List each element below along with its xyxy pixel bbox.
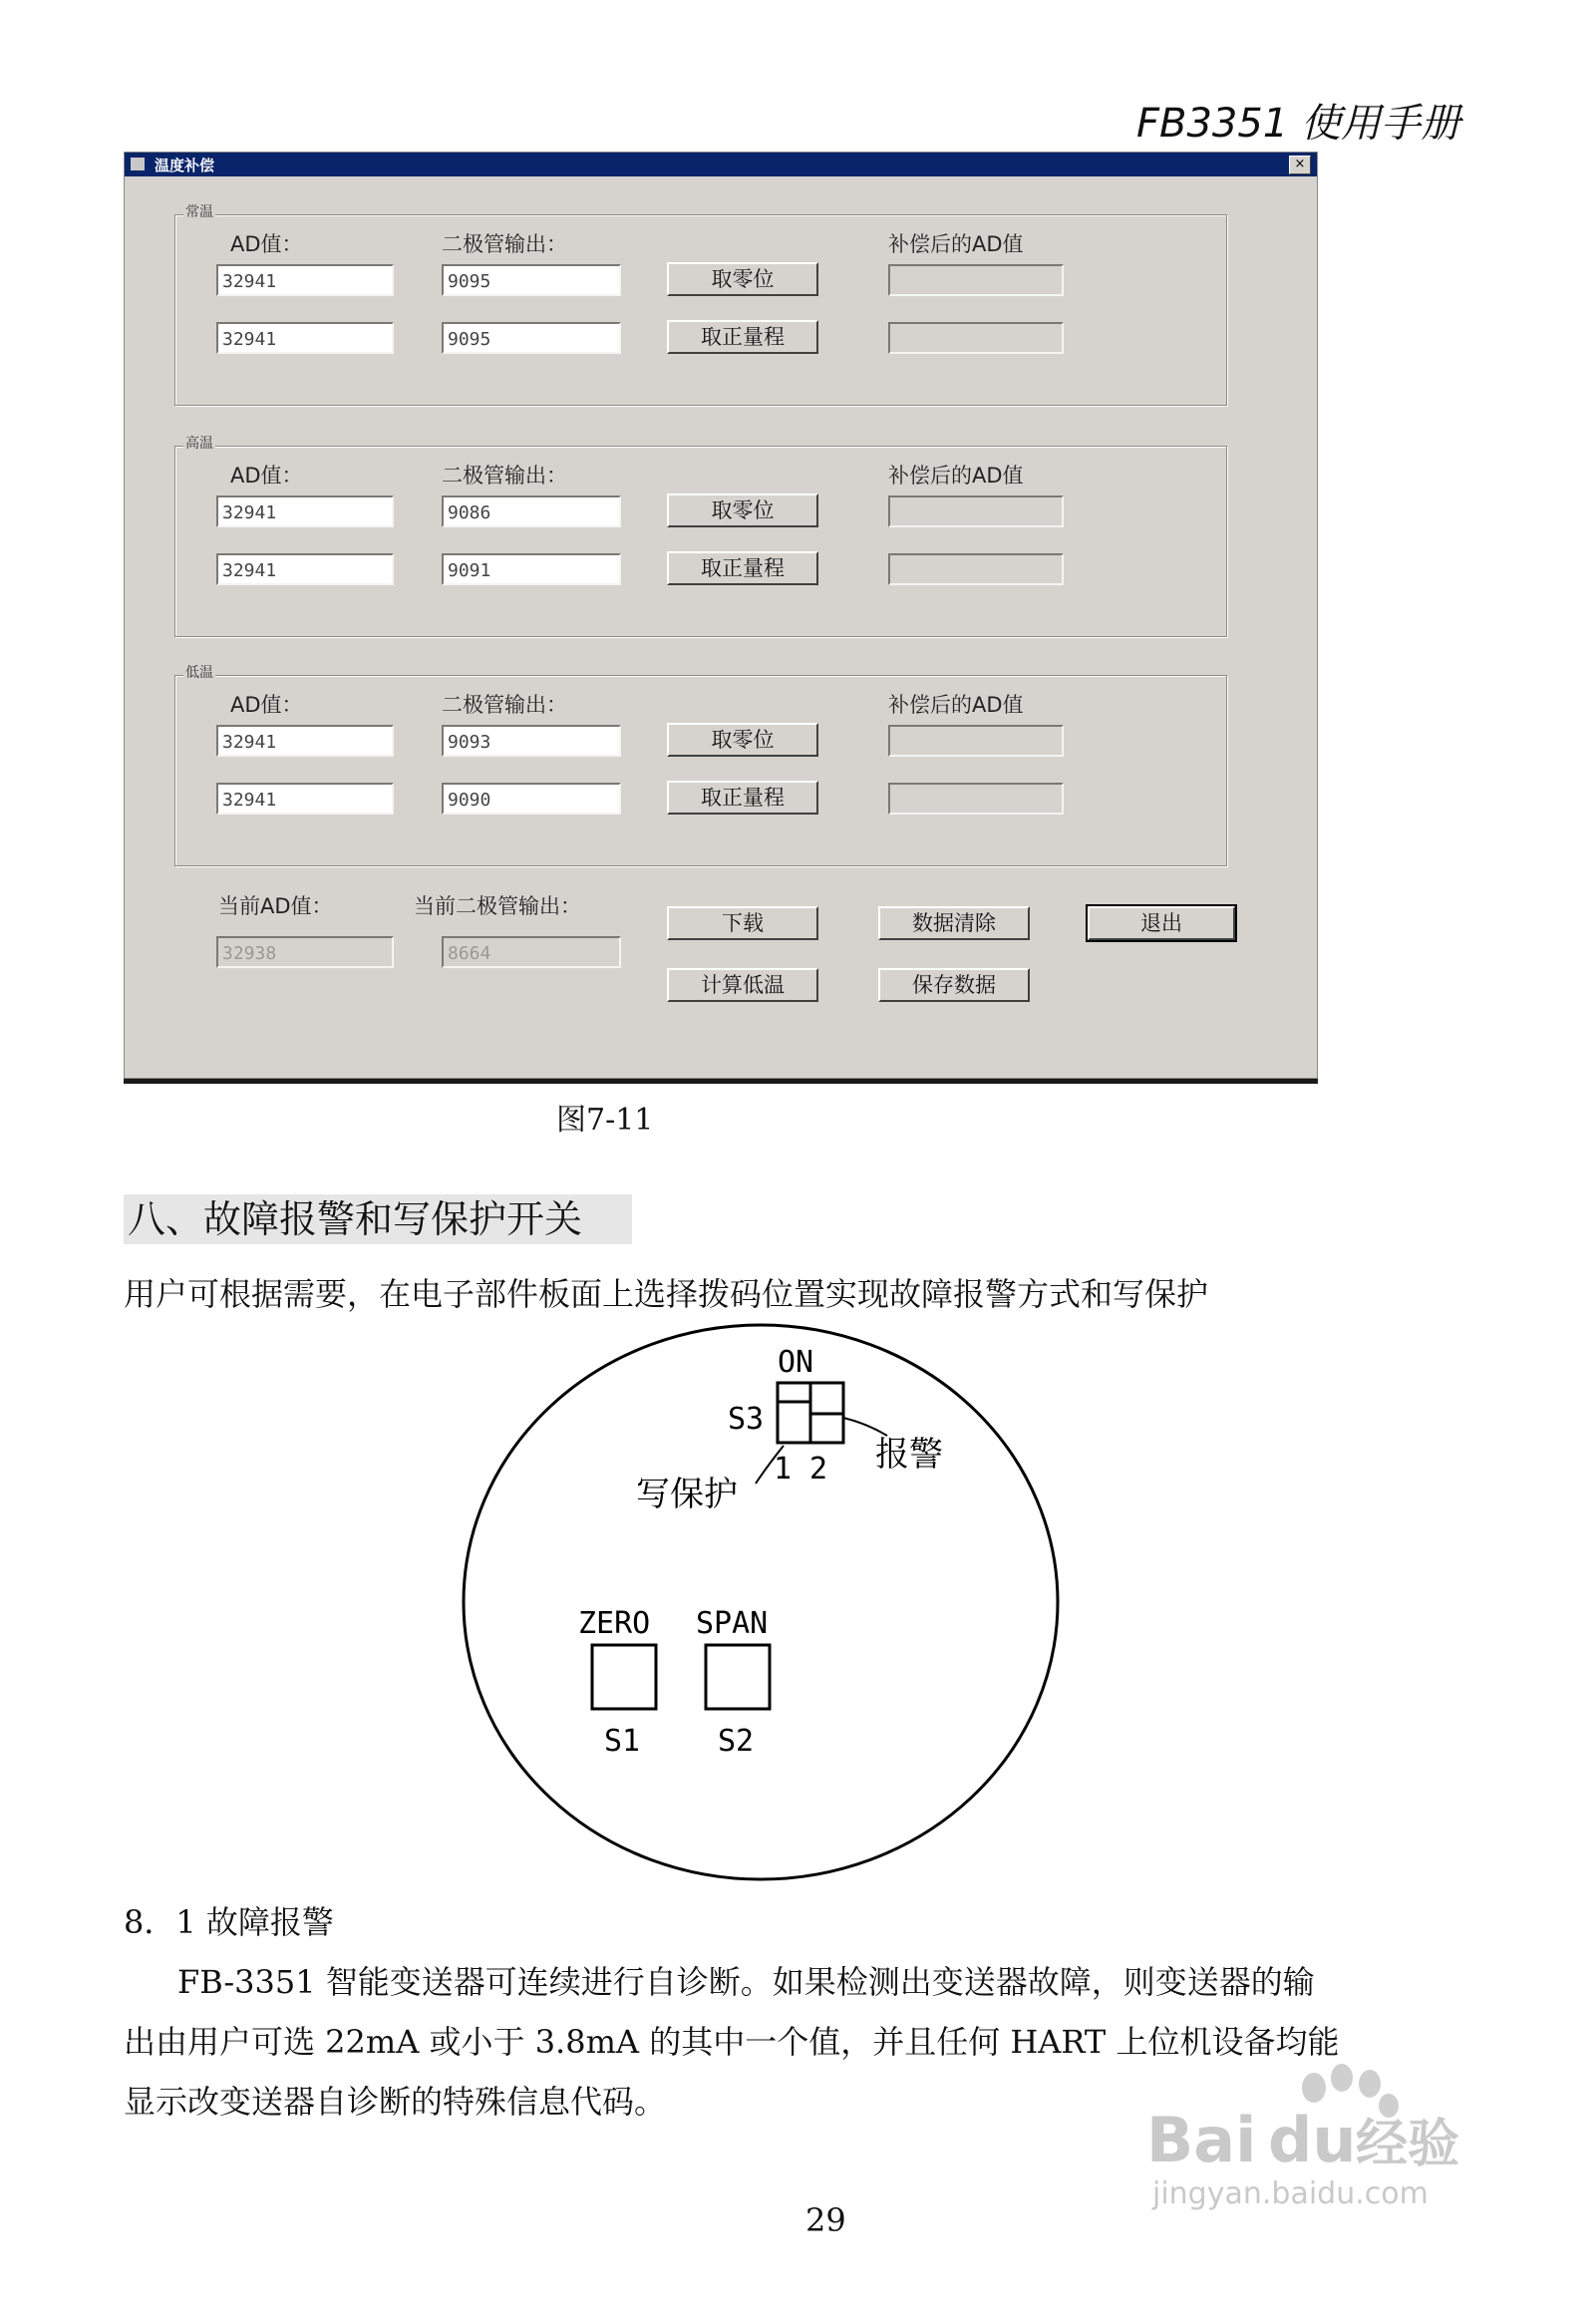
document-header: FB3351 使用手册: [1136, 101, 1460, 147]
get-zero-button[interactable]: 取零位: [667, 494, 818, 527]
diode-label: 二极管输出：: [442, 464, 567, 488]
diode-output-field[interactable]: 9093: [442, 725, 621, 757]
compensated-ad-field[interactable]: [888, 264, 1064, 296]
group-normal-temp: [174, 204, 1227, 406]
dialog-titlebar: [125, 153, 1317, 176]
compensated-ad-field[interactable]: [888, 553, 1064, 585]
subsection-heading: 8．1 故障报警: [124, 1903, 334, 1941]
current-diode-label: 当前二极管输出：: [414, 894, 581, 918]
intro-paragraph: 用户可根据需要，在电子部件板面上选择拨码位置实现故障报警方式和写保护: [124, 1275, 1209, 1313]
close-icon[interactable]: ×: [1289, 156, 1311, 174]
diode-output-field[interactable]: 9086: [442, 496, 621, 527]
compensated-ad-field[interactable]: [888, 783, 1064, 815]
section-heading: 八、故障报警和写保护开关: [124, 1194, 632, 1244]
dialog-title: 温度补偿: [155, 157, 215, 174]
position-1-label: 1: [774, 1452, 793, 1487]
temperature-compensation-dialog: [124, 152, 1318, 1079]
get-span-button[interactable]: 取正量程: [667, 781, 818, 815]
s2-label: S2: [718, 1724, 755, 1759]
clear-data-button[interactable]: 数据清除: [878, 906, 1030, 940]
group-low-temp: [174, 665, 1227, 866]
body-line-3: 显示改变送器自诊断的特殊信息代码。: [124, 2083, 667, 2121]
get-zero-button[interactable]: 取零位: [667, 262, 818, 296]
compensated-ad-field[interactable]: [888, 322, 1064, 354]
group-label: 低温: [183, 662, 215, 682]
window-icon: [131, 158, 145, 170]
compensated-ad-field[interactable]: [888, 496, 1064, 527]
ad-value-field[interactable]: 32941: [216, 322, 394, 354]
alarm-label: 报警: [875, 1435, 943, 1475]
exit-button[interactable]: 退出: [1088, 906, 1235, 940]
span-label: SPAN: [696, 1606, 769, 1641]
watermark-url: jingyan.baidu.com: [1152, 2176, 1429, 2211]
get-span-button[interactable]: 取正量程: [667, 320, 818, 354]
save-data-button[interactable]: 保存数据: [878, 968, 1030, 1002]
calc-low-temp-button[interactable]: 计算低温: [667, 968, 818, 1002]
compensated-ad-field[interactable]: [888, 725, 1064, 757]
span-button-s2: [706, 1645, 770, 1709]
figure-caption: 图7-11: [556, 1103, 654, 1138]
diode-output-field[interactable]: 9091: [442, 553, 621, 585]
group-high-temp: [174, 436, 1227, 637]
ad-value-field[interactable]: 32941: [216, 783, 394, 815]
diode-label: 二极管输出：: [442, 693, 567, 717]
download-button[interactable]: 下载: [667, 906, 818, 940]
page-number: 29: [805, 2201, 846, 2239]
watermark-text-jingyan: 经验: [1356, 2115, 1460, 2174]
group-label: 高温: [183, 433, 215, 453]
body-line-1: FB-3351 智能变送器可连续进行自诊断。如果检测出变送器故障，则变送器的输: [177, 1963, 1315, 2001]
current-ad-label: 当前AD值：: [218, 894, 333, 918]
write-protect-label: 写保护: [636, 1475, 738, 1514]
ad-label: AD值：: [230, 464, 303, 488]
ad-value-field[interactable]: 32941: [216, 553, 394, 585]
on-label: ON: [778, 1345, 814, 1380]
diode-output-field[interactable]: 9095: [442, 264, 621, 296]
compensated-label: 补偿后的AD值: [888, 464, 1024, 488]
diode-output-field[interactable]: 9090: [442, 783, 621, 815]
ad-label: AD值：: [230, 693, 303, 717]
ad-value-field[interactable]: 32941: [216, 264, 394, 296]
baidu-jingyan-watermark: [1146, 2054, 1505, 2213]
zero-label: ZERO: [578, 1606, 651, 1641]
current-diode-field: 8664: [442, 936, 621, 968]
ad-value-field[interactable]: 32941: [216, 725, 394, 757]
board-switch-diagram: [439, 1316, 1087, 1904]
alarm-leader-line: [843, 1418, 887, 1436]
diode-label: 二极管输出：: [442, 232, 567, 256]
body-line-2: 出由用户可选 22mA 或小于 3.8mA 的其中一个值，并且任何 HART 上位机设备均能: [124, 2023, 1340, 2061]
current-ad-field: 32938: [216, 936, 394, 968]
diode-output-field[interactable]: 9095: [442, 322, 621, 354]
screenshot-bottom-edge: [124, 1079, 1318, 1084]
get-zero-button[interactable]: 取零位: [667, 723, 818, 757]
ad-value-field[interactable]: 32941: [216, 496, 394, 527]
s3-label: S3: [728, 1402, 765, 1437]
s1-label: S1: [604, 1724, 641, 1759]
compensated-label: 补偿后的AD值: [888, 693, 1024, 717]
compensated-label: 补偿后的AD值: [888, 232, 1024, 256]
watermark-text-du: du: [1268, 2104, 1357, 2176]
watermark-text-bai: Bai: [1146, 2104, 1257, 2176]
group-label: 常温: [183, 201, 215, 221]
position-2-label: 2: [809, 1452, 828, 1487]
zero-button-s1: [592, 1645, 656, 1709]
ad-label: AD值：: [230, 232, 303, 256]
get-span-button[interactable]: 取正量程: [667, 551, 818, 585]
